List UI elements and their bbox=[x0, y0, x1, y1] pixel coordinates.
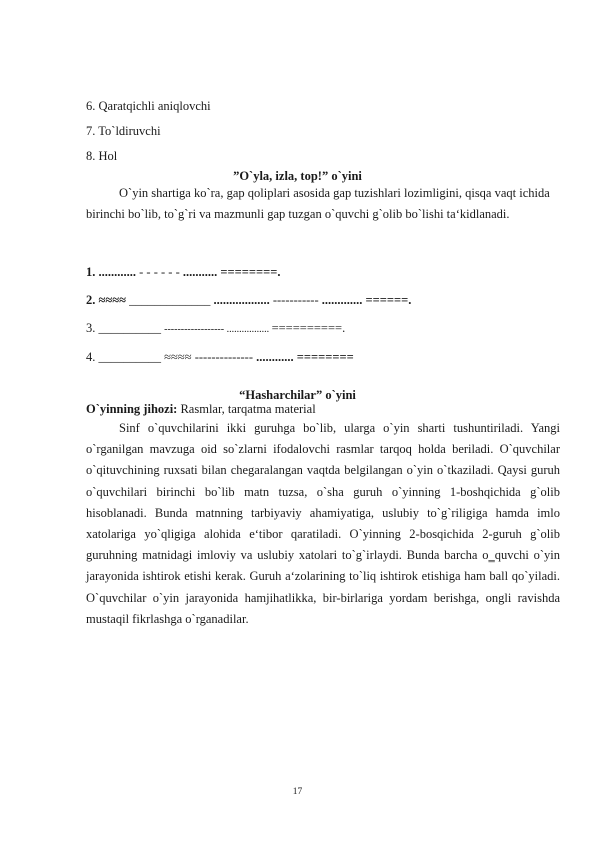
pattern-part: __________ bbox=[95, 321, 165, 335]
pattern-part: ≈≈≈≈ bbox=[95, 293, 130, 307]
list-item-7: 7. To`ldiruvchi bbox=[86, 124, 161, 138]
pattern-part: ======. bbox=[365, 293, 412, 307]
game1-title: ”O`yla, izla, top!” o`yini bbox=[233, 169, 362, 183]
pattern-num: 2. bbox=[86, 293, 96, 307]
pattern-part: ................. bbox=[224, 324, 272, 335]
pattern-part: __________ bbox=[95, 350, 165, 364]
list-item-8: 8. Hol bbox=[86, 149, 118, 163]
pattern-1 bbox=[86, 264, 280, 280]
pattern-4 bbox=[86, 349, 354, 365]
pattern-num: 1. bbox=[86, 265, 96, 279]
pattern-2 bbox=[86, 292, 411, 308]
pattern-part: ------------------ bbox=[164, 324, 225, 335]
game2-description: Sinf o`quvchilarini ikki guruhga bo`lib, ularga o`yin sharti tushuntiriladi. Yangi o`rganilgan mavzuga oid so`zlarni ifodalovchi rasmlar tarqoq holda beriladi. O`quvchilar o`qituvchining ruxsati bilan chegaralangan vaqtda belgilangan o`yin o`tkaziladi. Qaysi guruh o`quvchilari birinchi bo`lib matn tuzsa, o`sha guruh o`yinning 1-boshqichida g`olib hisoblanadi. Bunda matnning tarbiyaviy ahamiyatiga, uslubiy to`g`riligiga hamda imlo xatolariga yo`qligiga alohida e‘tibor qaratiladi. O`yinning 2-bosqichida 2-guruh g`olib guruhning matnidagi imloviy va uslubiy xatolari to`g`irlaydi. Bunda barcha o‗quvchi o`yin jarayonida ishtirok etishi kerak. Guruh a‘zolarining to`liq ishtirok etishiga ham ball qo`yiladi. O`quvchilar o`yin jarayonida hamjihatlikka, bir-birlariga yordam berishga, ongli ravishda mustaqil fikrlashga o`rganadilar. bbox=[86, 421, 560, 626]
pattern-num: 4. bbox=[86, 350, 96, 364]
pattern-part: _____________ bbox=[129, 293, 211, 307]
equipment-value: Rasmlar, tarqatma material bbox=[177, 402, 316, 416]
pattern-part: ≈≈≈≈ bbox=[164, 350, 192, 364]
pattern-part: -------------- bbox=[191, 350, 257, 364]
pattern-part: ======== bbox=[293, 350, 354, 364]
game2-title: “Hasharchilar” o`yini bbox=[239, 388, 356, 402]
pattern-part: .................. bbox=[210, 293, 273, 307]
pattern-part: ............ bbox=[95, 265, 140, 279]
equipment-label: O`yinning jihozi: bbox=[86, 402, 178, 416]
pattern-part: - - - - - - bbox=[139, 265, 180, 279]
pattern-part: ----------- bbox=[272, 293, 319, 307]
pattern-part: ............ bbox=[256, 350, 294, 364]
list-item-6: 6. Qaratqichli aniqlovchi bbox=[86, 99, 211, 113]
pattern-3 bbox=[86, 320, 345, 338]
game2-equipment bbox=[86, 401, 316, 417]
pattern-part: ==========. bbox=[271, 321, 346, 335]
game1-description: O`yin shartiga ko`ra, gap qoliplari asosida gap tuzishlari lozimligini, qisqa vaqt ichida birinchi bo`lib, to`g`ri va mazmunli gap tuzgan o`quvchi g`olib bo`lishi ta‘kidlanadi. bbox=[86, 186, 550, 222]
pattern-part: ========. bbox=[220, 265, 281, 279]
pattern-num: 3. bbox=[86, 321, 96, 335]
pattern-part: ........... bbox=[179, 265, 221, 279]
page-number: 17 bbox=[292, 787, 303, 797]
pattern-part: ............. bbox=[318, 293, 366, 307]
